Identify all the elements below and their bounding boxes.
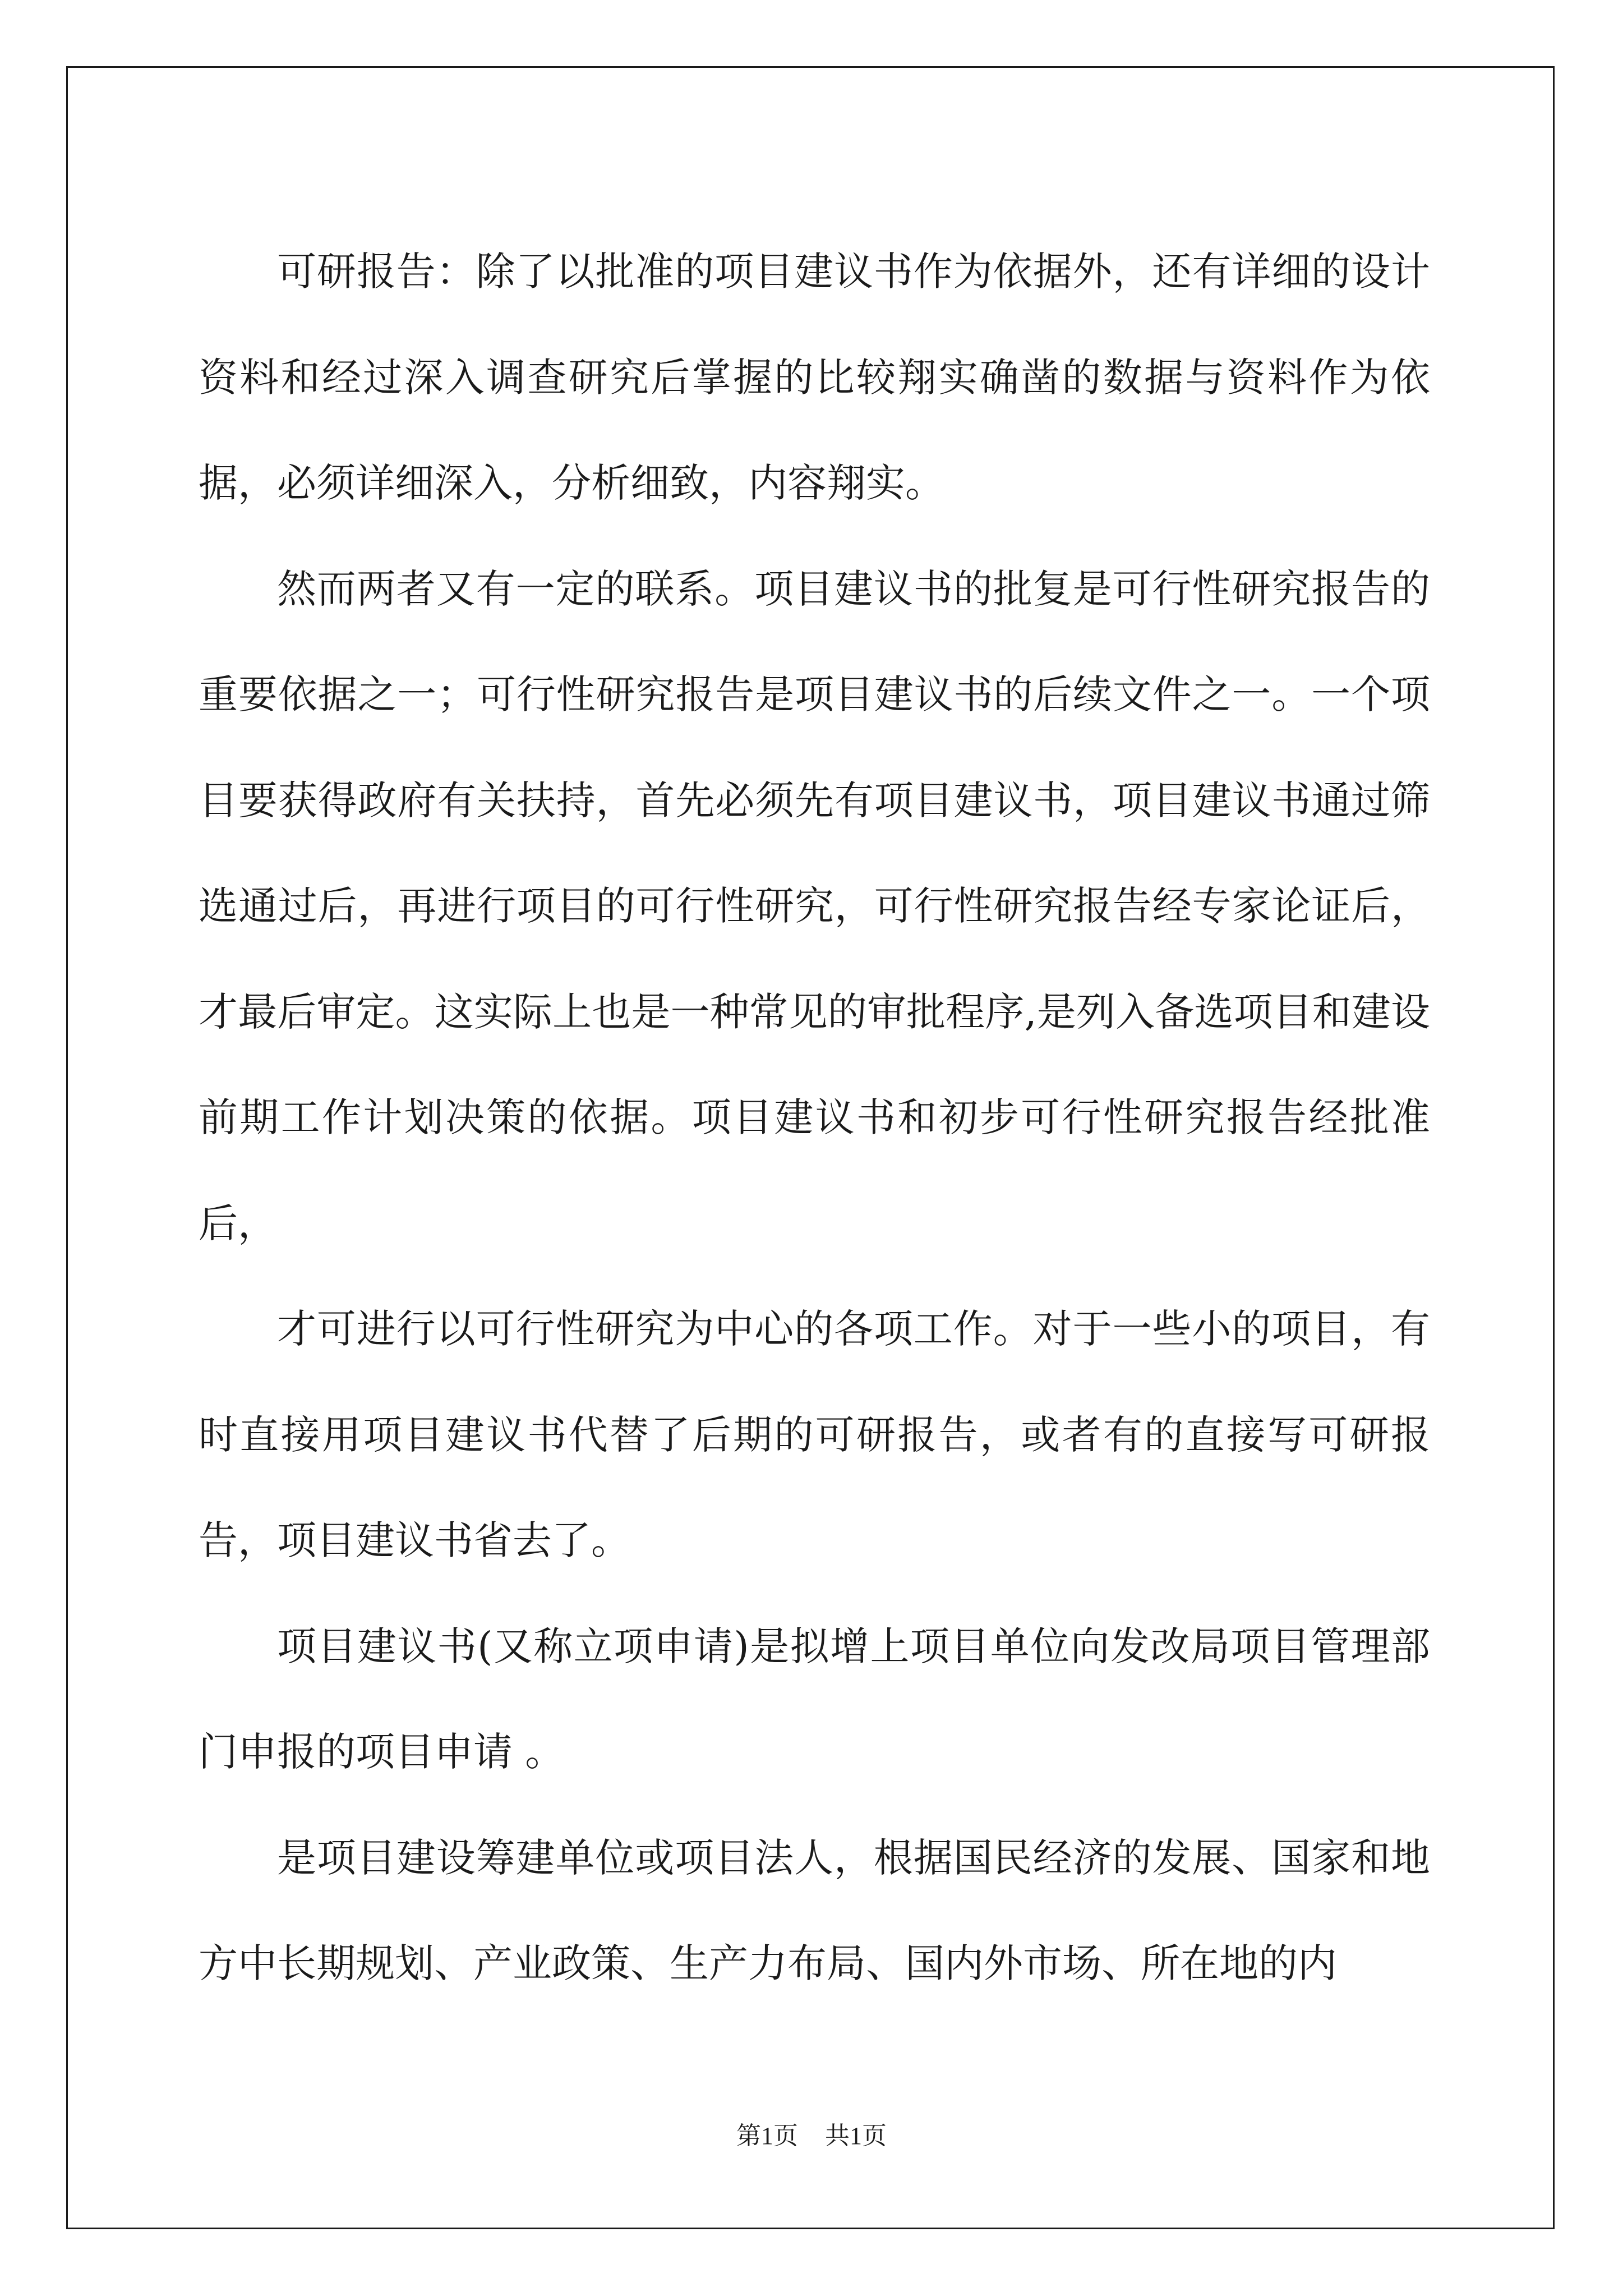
paragraph-1: 可研报告：除了以批准的项目建议书作为依据外，还有详细的设计资料和经过深入调查研究后掌握的比较翔实确凿的数据与资料作为依据，必须详细深入，分析细致，内容翔实。: [199, 249, 1430, 506]
paragraph-2: 然而两者又有一定的联系。项目建议书的批复是可行性研究报告的重要依据之一；可行性研究报告是项目建议书的后续文件之一。一个项目要获得政府有关扶持，首先必须先有项目建议书，项目建议书通过筛选通过后，再进行项目的可行性研究，可行性研究报告经专家论证后，才最后审定。这实际上也是一种常见的审批程序,是列入备选项目和建设前期工作计划决策的依据。项目建议书和初步可行性研究报告经批准后，: [199, 565, 1430, 1246]
paragraph-5: 是项目建设筹建单位或项目法人，根据国民经济的发展、国家和地方中长期规划、产业政策、生产力布局、国内外市场、所在地的内: [199, 1834, 1430, 1986]
paragraph-3: 才可进行以可行性研究为中心的各项工作。对于一些小的项目，有时直接用项目建议书代替了后期的可研报告，或者有的直接写可研报告，项目建议书省去了。: [199, 1306, 1430, 1563]
document-body: [199, 219, 1430, 2017]
paragraph-4: 项目建议书(又称立项申请)是拟增上项目单位向发改局项目管理部门申报的项目申请 。: [199, 1623, 1430, 1775]
page-total: 共1页: [825, 2122, 887, 2150]
page-number: 第1页: [736, 2122, 798, 2150]
page-footer: [0, 2119, 1623, 2153]
